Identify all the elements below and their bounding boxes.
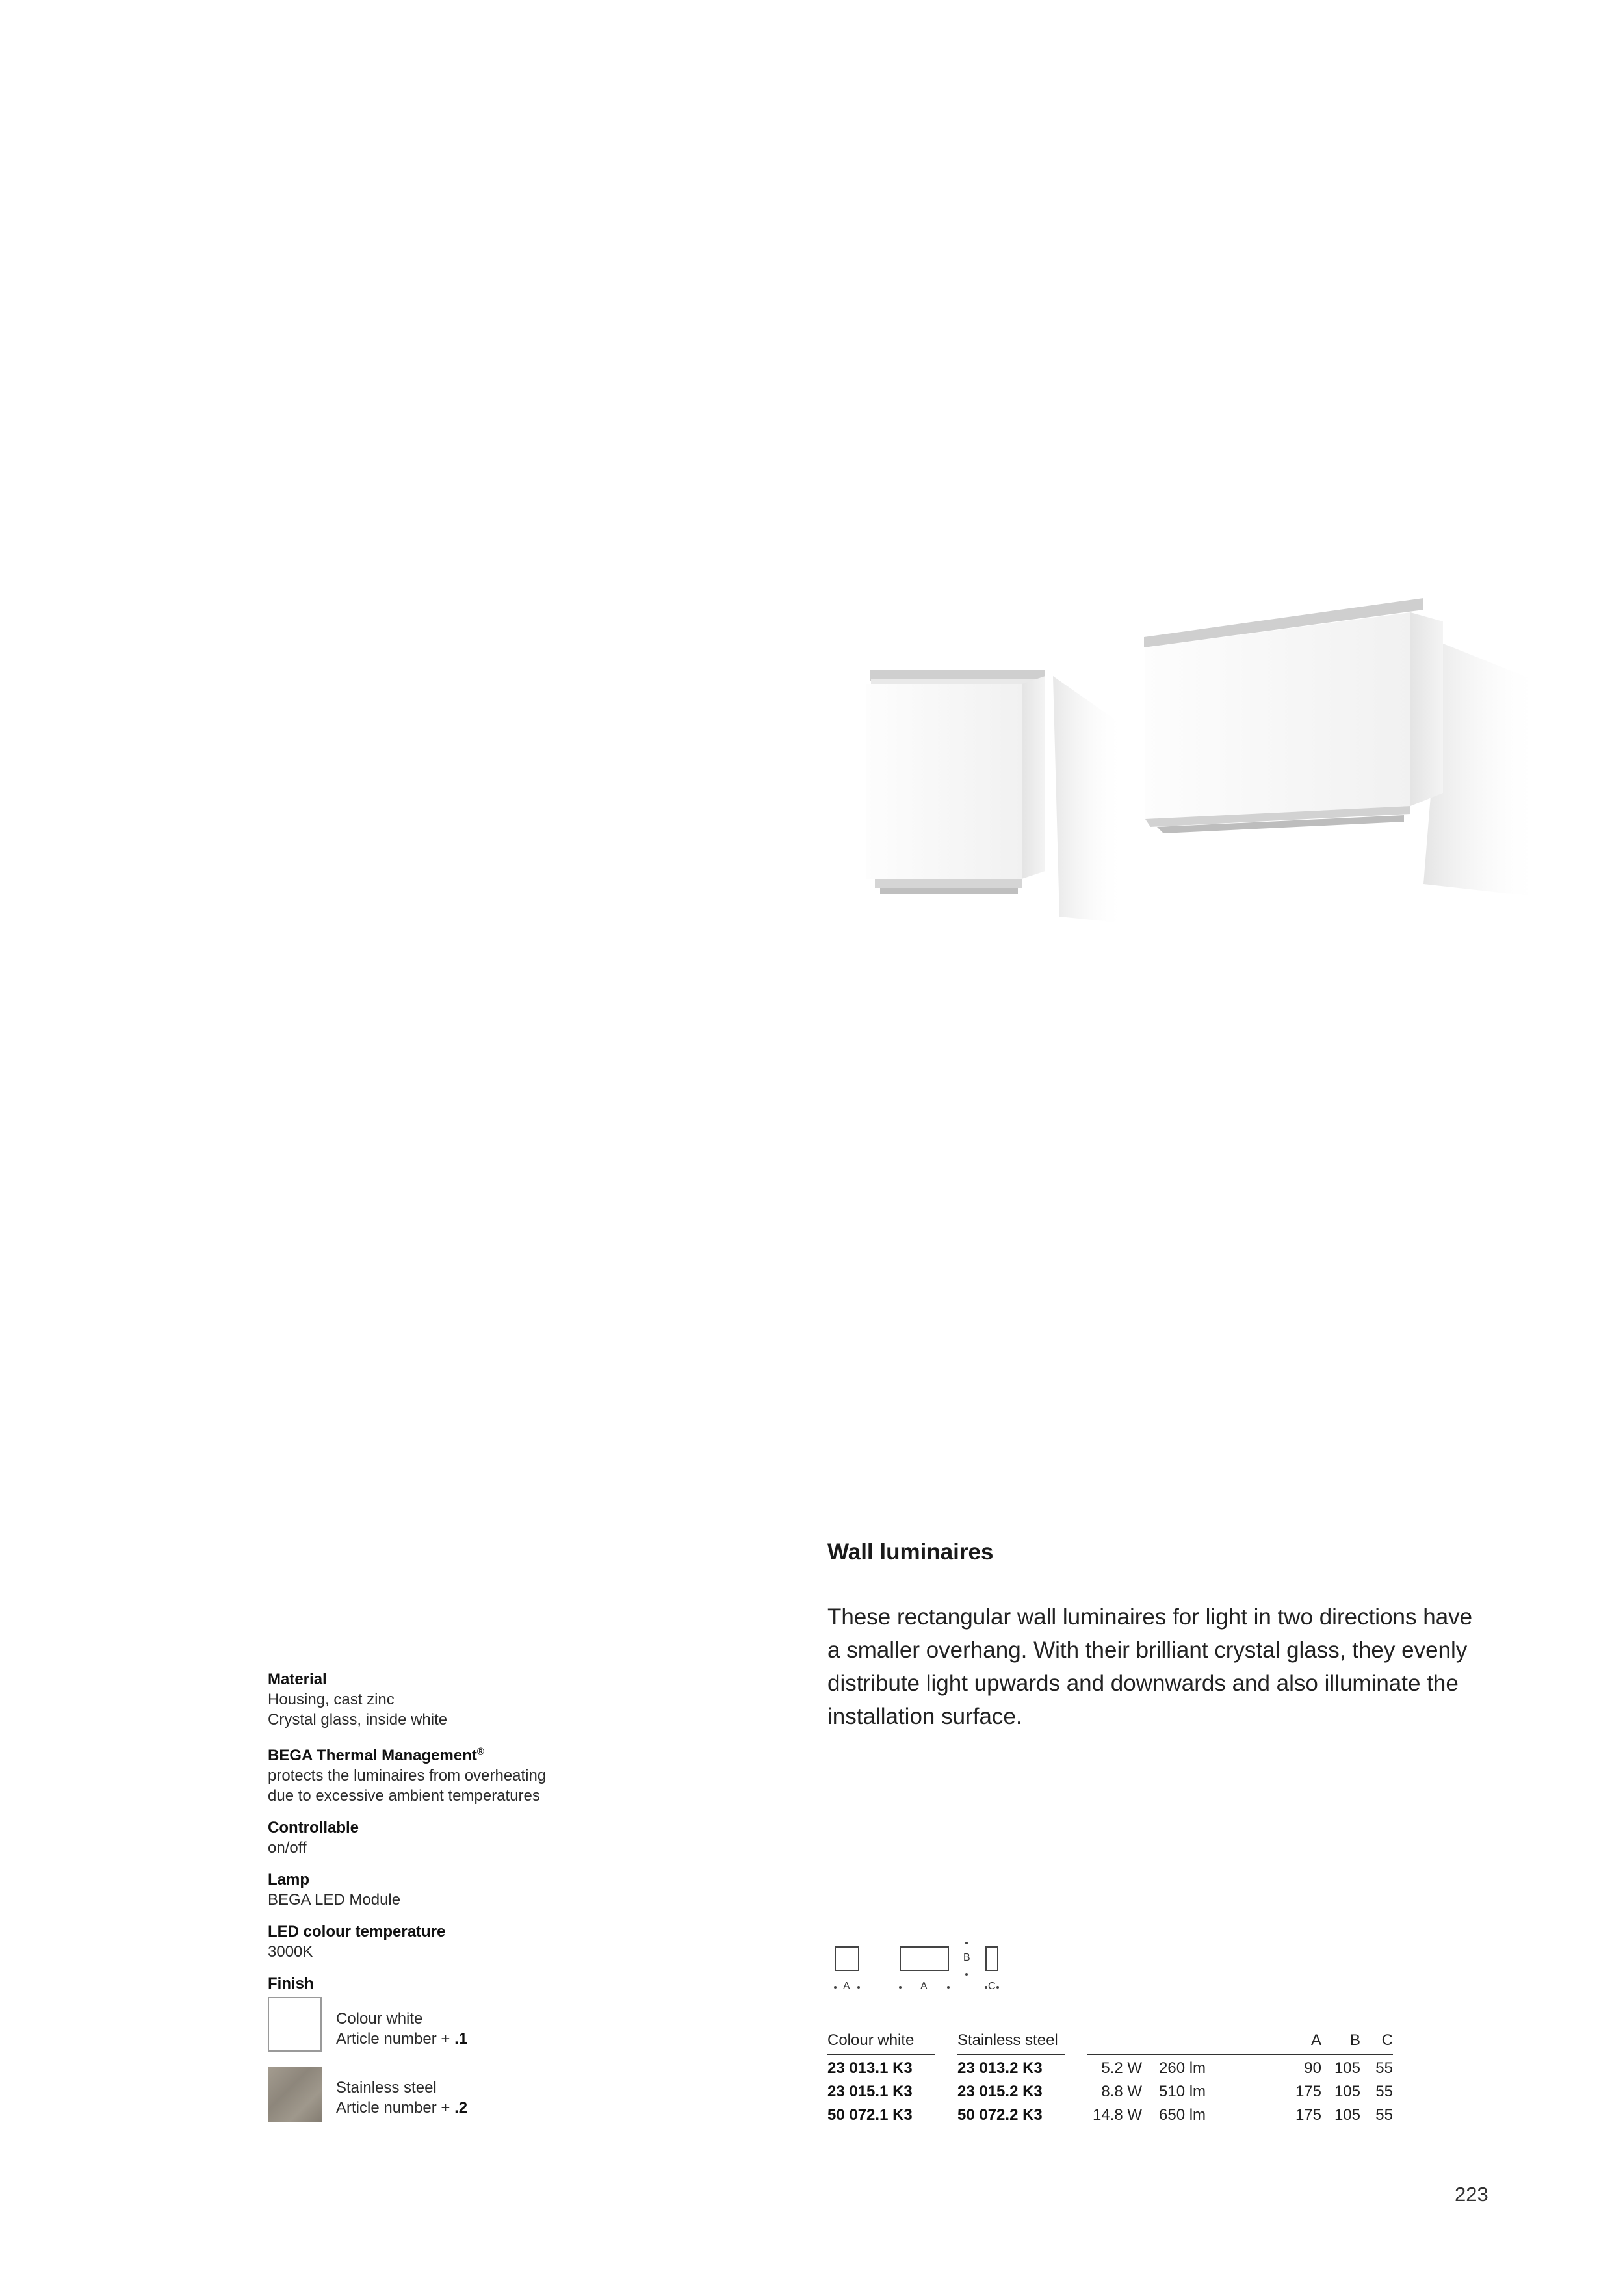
cell-b: 105	[1334, 2059, 1360, 2077]
cell-steel-article: 23 015.2 K3	[957, 2083, 1043, 2100]
cell-a: 175	[1295, 2083, 1321, 2100]
spec-lamp	[268, 1870, 632, 1910]
header-stainless-steel: Stainless steel	[957, 2031, 1058, 2049]
header-colour-white: Colour white	[827, 2031, 915, 2049]
spec-value: Housing, cast zinc	[268, 1691, 395, 1708]
spec-thermal-management	[268, 1742, 632, 1806]
cell-white-article: 23 015.1 K3	[827, 2083, 913, 2100]
header-a: A	[1310, 2031, 1321, 2049]
spec-label: Material	[268, 1671, 327, 1688]
table-row	[827, 2057, 1477, 2080]
spec-value: 3000K	[268, 1943, 313, 1961]
spec-label: Controllable	[268, 1819, 359, 1836]
cell-watt: 8.8 W	[1101, 2083, 1142, 2100]
spec-value: Crystal glass, inside white	[268, 1711, 448, 1729]
cell-c: 55	[1375, 2059, 1393, 2077]
finish-article: Article number + .2	[336, 2099, 468, 2117]
table-row	[827, 2104, 1477, 2127]
intro-paragraph: These rectangular wall luminaires for light in two directions have a smaller overhang. With their brilliant crystal glass, they evenly distribute light upwards and downwards and also illuminate the installation surface.	[827, 1604, 1473, 1729]
cell-watt: 5.2 W	[1101, 2059, 1142, 2077]
cell-a: 175	[1295, 2106, 1321, 2124]
header-rule	[1087, 2054, 1393, 2055]
cell-b: 105	[1334, 2106, 1360, 2124]
dim-label-a-large: A	[920, 1981, 928, 1992]
spec-controllable	[268, 1818, 632, 1858]
cell-white-article: 23 013.1 K3	[827, 2059, 913, 2077]
spec-value: on/off	[268, 1839, 307, 1857]
dim-label-c: C	[988, 1981, 996, 1992]
header-b: B	[1349, 2031, 1360, 2049]
header-c: C	[1381, 2031, 1393, 2049]
spec-list	[268, 1669, 632, 1994]
product-photo	[838, 572, 1566, 936]
small-luminaire	[866, 670, 1045, 894]
cell-white-article: 50 072.1 K3	[827, 2106, 913, 2124]
dim-label-a-small: A	[843, 1981, 850, 1992]
dimension-diagram	[829, 1940, 1024, 1992]
cell-b: 105	[1334, 2083, 1360, 2100]
spec-colour-temperature	[268, 1922, 632, 1962]
cell-c: 55	[1375, 2106, 1393, 2124]
spec-value: protects the luminaires from overheating	[268, 1767, 547, 1784]
cell-steel-article: 23 013.2 K3	[957, 2059, 1043, 2077]
page-number: 223	[1455, 2183, 1488, 2206]
spec-value: BEGA LED Module	[268, 1891, 401, 1909]
cell-c: 55	[1375, 2083, 1393, 2100]
finish-name: Stainless steel	[336, 2079, 437, 2096]
section-heading: Wall luminaires	[827, 1539, 994, 1565]
swatch-stainless-steel	[268, 2067, 322, 2122]
finish-steel-text	[336, 2078, 467, 2118]
large-luminaire	[1144, 598, 1443, 833]
finish-white-text	[336, 2009, 467, 2049]
cell-watt: 14.8 W	[1092, 2106, 1142, 2124]
spec-material	[268, 1669, 632, 1730]
header-rule	[957, 2054, 1065, 2055]
cell-lumen: 260 lm	[1159, 2059, 1206, 2077]
dim-label-b: B	[963, 1952, 970, 1963]
header-rule	[827, 2054, 935, 2055]
spec-label: Lamp	[268, 1871, 310, 1888]
finish-article: Article number + .1	[336, 2030, 468, 2048]
cell-lumen: 510 lm	[1159, 2083, 1206, 2100]
finish-name: Colour white	[336, 2010, 423, 2028]
table-row	[827, 2080, 1477, 2104]
spec-label: LED colour temperature	[268, 1923, 446, 1940]
swatch-colour-white	[268, 1997, 322, 2052]
cell-a: 90	[1304, 2059, 1321, 2077]
cell-lumen: 650 lm	[1159, 2106, 1206, 2124]
finish-label: Finish	[268, 1975, 314, 1992]
spec-label: BEGA Thermal Management®	[268, 1746, 484, 1764]
spec-value: due to excessive ambient temperatures	[268, 1787, 540, 1805]
cell-steel-article: 50 072.2 K3	[957, 2106, 1043, 2124]
